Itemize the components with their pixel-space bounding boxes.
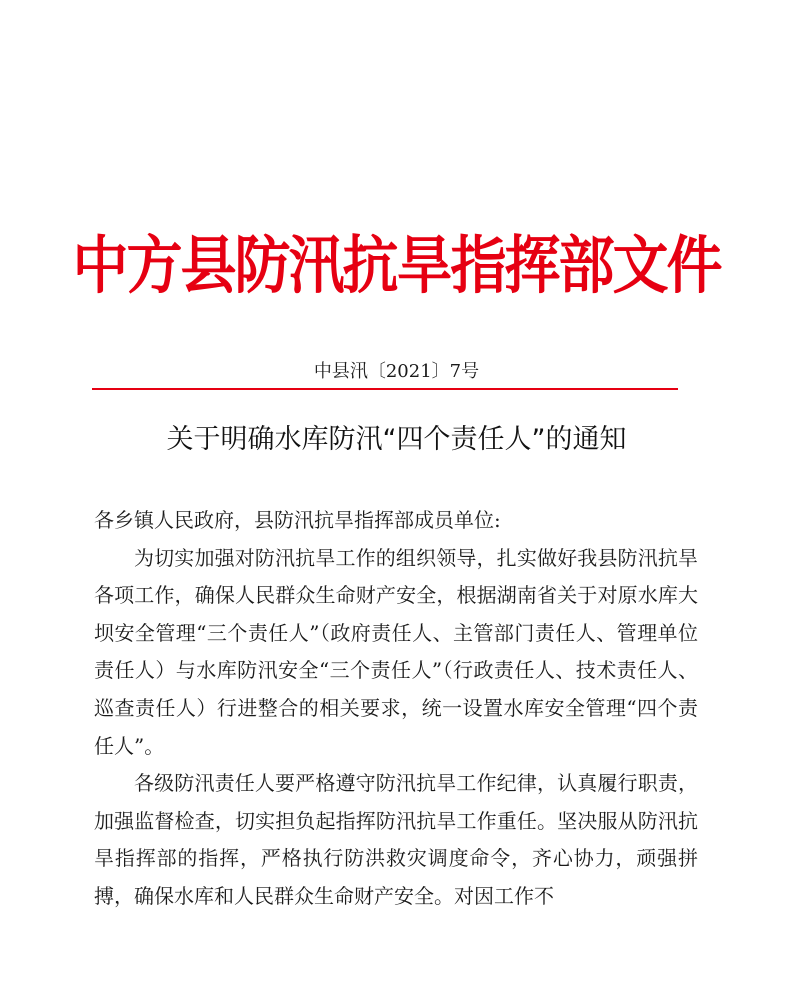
document-number: 中县汛〔2021〕7号 (313, 361, 480, 382)
body-paragraph-2: 各级防汛责任人要严格遵守防汛抗旱工作纪律，认真履行职责，加强监督检查，切实担负起指挥防汛抗旱工作重任。坚决服从防汛抗旱指挥部的指挥，严格执行防洪救灾调度命令，齐心协力，顽强拼搏，确保水库和人民群众生命财产安全。对因工作不 (94, 771, 698, 908)
document-title: 关于明确水库防汛“四个责任人”的通知 (166, 424, 627, 455)
issuer-red-header: 中方县防汛抗旱指挥部文件 (72, 229, 721, 303)
red-divider-line (92, 388, 678, 390)
salutation: 各乡镇人民政府，县防汛抗旱指挥部成员单位: (94, 508, 501, 532)
document-body (94, 502, 698, 916)
body-paragraph-1: 为切实加强对防汛抗旱工作的组织领导，扎实做好我县防汛抗旱各项工作，确保人民群众生命财产安全，根据湖南省关于对原水库大坝安全管理“三个责任人”（政府责任人、主管部门责任人、管理单位责任人）与水库防汛安全“三个责任人”（行政责任人、技术责任人、巡查责任人）行进整合的相关要求，统一设置水库安全管理“四个责任人”。 (94, 545, 698, 758)
